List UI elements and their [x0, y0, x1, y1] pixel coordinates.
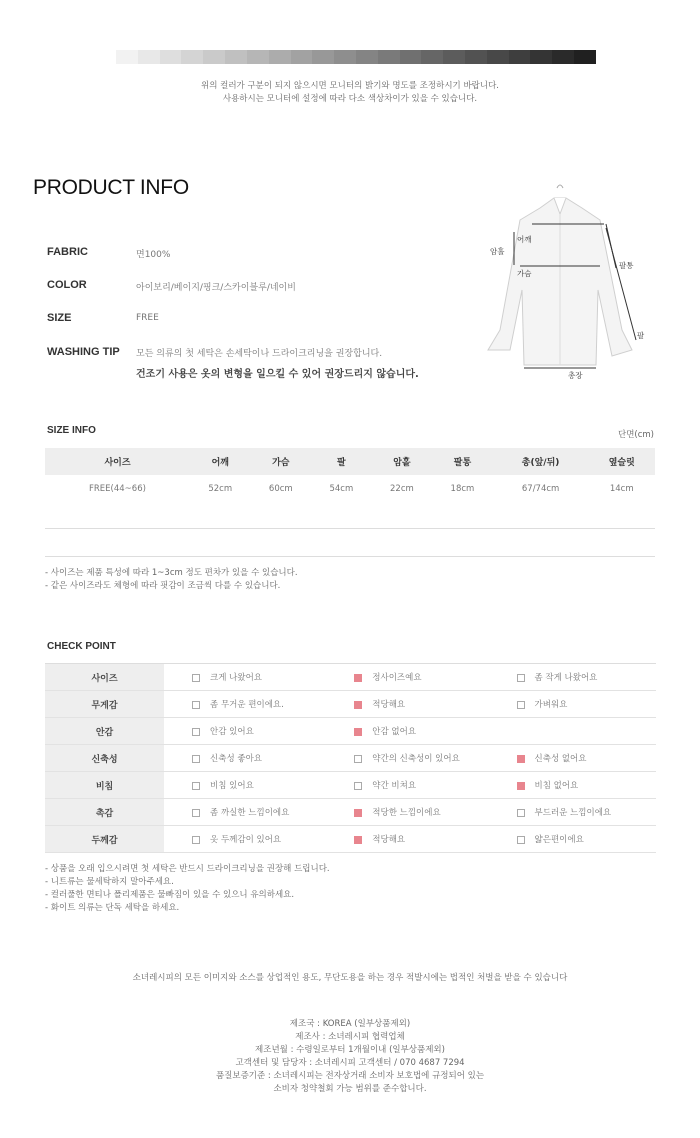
check-point-row: [45, 799, 656, 826]
check-point-option-label: 약간 비쳐요: [372, 781, 417, 791]
fabric-label: FABRIC: [47, 246, 88, 258]
copyright-notice: 소녀레시피의 모든 이미지와 소스를 상업적인 용도, 무단도용을 하는 경우 적발시에는 법적인 처벌을 받을 수 있습니다: [132, 973, 568, 983]
check-point-option: [354, 799, 516, 826]
check-point-row: [45, 691, 656, 718]
gradient-swatch: [203, 50, 225, 64]
check-point-option-label: 가벼워요: [534, 700, 568, 710]
gradient-swatch: [356, 50, 378, 64]
size-header-cell: 사이즈: [45, 448, 190, 475]
check-point-option-label: 정사이즈예요: [372, 673, 422, 683]
washing-tip-label: WASHING TIP: [47, 346, 120, 358]
size-header-cell: 팔: [311, 448, 372, 475]
shirt-measure-diagram: [470, 180, 660, 380]
check-point-row: [45, 718, 656, 745]
footer-info: [0, 1018, 700, 1096]
check-point-option: [164, 691, 354, 718]
check-point-option-label: 크게 나왔어요: [210, 673, 263, 683]
check-point-option: [164, 772, 354, 799]
checked-box-icon: [354, 809, 362, 817]
check-point-category: 두께감: [45, 826, 164, 853]
check-point-table: [45, 663, 656, 853]
unchecked-box-icon: [192, 782, 200, 790]
gradient-swatch: [334, 50, 356, 64]
checked-box-icon: [517, 782, 525, 790]
check-point-option: [354, 772, 516, 799]
check-point-option-label: 비침 없어요: [534, 781, 579, 791]
monitor-notice: [0, 80, 700, 106]
unchecked-box-icon: [517, 809, 525, 817]
gradient-swatch: [378, 50, 400, 64]
monitor-notice-line: 사용하시는 모니터에 설정에 따라 다소 색상차이가 있을 수 있습니다.: [222, 94, 478, 104]
size-unit: 단면(cm): [617, 430, 654, 440]
check-point-title: CHECK POINT: [47, 641, 116, 652]
size-note: - 같은 사이즈라도 체형에 따라 핏감이 조금씩 다를 수 있습니다.: [45, 581, 281, 591]
sleeve-width-label: 팔통: [619, 261, 634, 270]
size-info-title: SIZE INFO: [47, 425, 96, 436]
color-value: 아이보리/베이지/핑크/스카이블루/네이비: [136, 283, 296, 293]
gradient-swatch: [247, 50, 269, 64]
size-cell: 54cm: [329, 483, 354, 494]
check-point-option-label: 신축성 없어요: [534, 754, 587, 764]
footer-line: 고객센터 및 담당자 : 소녀레시피 고객센터 / 070 4687 7294: [235, 1058, 465, 1068]
size-cell: 67/74cm: [521, 483, 560, 494]
check-point-option: [517, 772, 656, 799]
check-point-option-label: 얇은편이에요: [534, 835, 584, 845]
product-info-title: PRODUCT INFO: [33, 176, 189, 199]
check-point-option: [164, 745, 354, 772]
gradient-swatch: [443, 50, 465, 64]
color-gradient-bar: [116, 50, 596, 64]
shoulder-label: 어깨: [517, 235, 532, 244]
check-point-category: 사이즈: [45, 664, 164, 691]
checked-box-icon: [354, 701, 362, 709]
unchecked-box-icon: [192, 674, 200, 682]
washing-tip-warning: 건조기 사용은 옷의 변형을 일으킬 수 있어 권장드리지 않습니다.: [136, 369, 419, 380]
size-header-cell: 어깨: [190, 448, 251, 475]
gradient-swatch: [291, 50, 313, 64]
check-point-option: [354, 664, 516, 691]
gradient-swatch: [225, 50, 247, 64]
check-point-option: [517, 799, 656, 826]
check-point-option: [517, 691, 656, 718]
check-point-option-label: 적당해요: [372, 835, 406, 845]
size-header-cell: 옆슬릿: [588, 448, 655, 475]
care-notes: [45, 863, 330, 915]
check-point-option: [517, 826, 656, 853]
unchecked-box-icon: [354, 755, 362, 763]
gradient-swatch: [160, 50, 182, 64]
check-point-option: [517, 718, 656, 745]
size-cell: 14cm: [609, 483, 634, 494]
size-value: FREE: [136, 313, 159, 323]
size-header-cell: 팔통: [432, 448, 493, 475]
unchecked-box-icon: [517, 701, 525, 709]
size-table-row: [45, 475, 655, 502]
checked-box-icon: [517, 755, 525, 763]
checked-box-icon: [354, 728, 362, 736]
check-point-option: [164, 799, 354, 826]
gradient-swatch: [530, 50, 552, 64]
hanger-hook: [557, 185, 563, 188]
check-point-row: [45, 826, 656, 853]
check-point-option: [354, 718, 516, 745]
armhole-label: 암홀: [490, 247, 505, 256]
footer-line: 제조국 : KOREA (일부상품제외): [289, 1019, 411, 1029]
gradient-swatch: [509, 50, 531, 64]
care-note: - 컬러풀한 면티나 폴리제품은 물빠짐이 있을 수 있으니 유의하세요.: [45, 890, 295, 900]
size-cell: 52cm: [208, 483, 233, 494]
care-note: - 화이트 의류는 단독 세탁을 하세요.: [45, 903, 180, 913]
unchecked-box-icon: [192, 836, 200, 844]
size-header-cell: 총(앞/뒤): [493, 448, 589, 475]
check-point-option-label: 신축성 좋아요: [210, 754, 263, 764]
check-point-row: [45, 664, 656, 691]
check-point-option-label: 좀 작게 나왔어요: [534, 673, 598, 683]
size-cell: 60cm: [268, 483, 293, 494]
size-notes: [45, 567, 298, 593]
check-point-row: [45, 772, 656, 799]
unchecked-box-icon: [192, 728, 200, 736]
unchecked-box-icon: [192, 809, 200, 817]
size-label: SIZE: [47, 312, 72, 324]
check-point-option-label: 옷 두께감이 있어요: [210, 835, 282, 845]
checked-box-icon: [354, 674, 362, 682]
check-point-option-label: 안감 없어요: [372, 727, 417, 737]
check-point-option-label: 안감 있어요: [210, 727, 254, 737]
gradient-swatch: [552, 50, 574, 64]
size-cell: 22cm: [390, 483, 414, 494]
gradient-swatch: [269, 50, 291, 64]
fabric-value: 면100%: [136, 250, 171, 260]
footer-line: 제조년월 : 수령일로부터 1개월이내 (일부상품제외): [255, 1045, 445, 1055]
check-point-category: 무게감: [45, 691, 164, 718]
gradient-swatch: [465, 50, 487, 64]
check-point-option-label: 약간의 신축성이 있어요: [372, 754, 460, 764]
gradient-swatch: [487, 50, 509, 64]
care-note: - 니트류는 물세탁하지 말아주세요.: [45, 877, 174, 887]
gradient-swatch: [312, 50, 334, 64]
unchecked-box-icon: [517, 836, 525, 844]
check-point-option: [164, 664, 354, 691]
size-note: - 사이즈는 제품 특성에 따라 1~3cm 정도 편차가 있을 수 있습니다.: [45, 568, 298, 578]
gradient-swatch: [400, 50, 422, 64]
check-point-option-label: 적당해요: [372, 700, 406, 710]
unchecked-box-icon: [192, 755, 200, 763]
unchecked-box-icon: [354, 782, 362, 790]
check-point-category: 촉감: [45, 799, 164, 826]
divider: [45, 528, 655, 529]
size-table-header: [45, 448, 655, 475]
size-cell: 18cm: [450, 483, 475, 494]
check-point-option-label: 비침 있어요: [210, 781, 254, 791]
check-point-option-label: 좀 까실한 느낌이에요: [210, 808, 290, 818]
size-header-cell: 암홀: [372, 448, 433, 475]
gradient-swatch: [574, 50, 596, 64]
footer-line: 품질보증기준 : 소녀레시피는 전자상거래 소비자 보호법에 규정되어 있는: [215, 1071, 485, 1081]
check-point-category: 비침: [45, 772, 164, 799]
check-point-option-label: 적당한 느낌이에요: [372, 808, 441, 818]
checked-box-icon: [354, 836, 362, 844]
check-point-category: 신축성: [45, 745, 164, 772]
check-point-option: [354, 826, 516, 853]
footer-line: 소비자 청약철회 가능 범위를 준수합니다.: [273, 1084, 427, 1094]
check-point-row: [45, 745, 656, 772]
check-point-option-label: 부드러운 느낌이에요: [534, 808, 612, 818]
check-point-option: [517, 745, 656, 772]
size-table: [45, 448, 655, 502]
unchecked-box-icon: [517, 674, 525, 682]
check-point-option: [164, 826, 354, 853]
divider: [45, 556, 655, 557]
length-label: 총장: [568, 371, 583, 380]
check-point-option: [164, 718, 354, 745]
gradient-swatch: [421, 50, 443, 64]
check-point-option-label: 좀 무거운 편이에요.: [210, 700, 284, 710]
check-point-option: [354, 745, 516, 772]
gradient-swatch: [181, 50, 203, 64]
check-point-category: 안감: [45, 718, 164, 745]
size-cell: FREE(44~66): [89, 483, 146, 494]
sleeve-label: 팔: [637, 331, 645, 340]
size-header-cell: 가슴: [251, 448, 312, 475]
color-label: COLOR: [47, 279, 87, 291]
chest-label: 가슴: [517, 269, 532, 278]
unchecked-box-icon: [192, 701, 200, 709]
care-note: - 상품을 오래 입으시려면 첫 세탁은 반드시 드라이크리닝을 권장해 드립니다.: [45, 864, 330, 874]
gradient-swatch: [116, 50, 138, 64]
gradient-swatch: [138, 50, 160, 64]
check-point-option: [517, 664, 656, 691]
check-point-option: [354, 691, 516, 718]
washing-tip-value: 모든 의류의 첫 세탁은 손세탁이나 드라이크리닝을 권장합니다.: [136, 349, 383, 359]
footer-line: 제조사 : 소녀레시피 협력업체: [295, 1032, 405, 1042]
monitor-notice-line: 위의 컬러가 구분이 되지 않으시면 모니터의 밝기와 명도를 조정하시기 바랍니다.: [201, 81, 499, 91]
